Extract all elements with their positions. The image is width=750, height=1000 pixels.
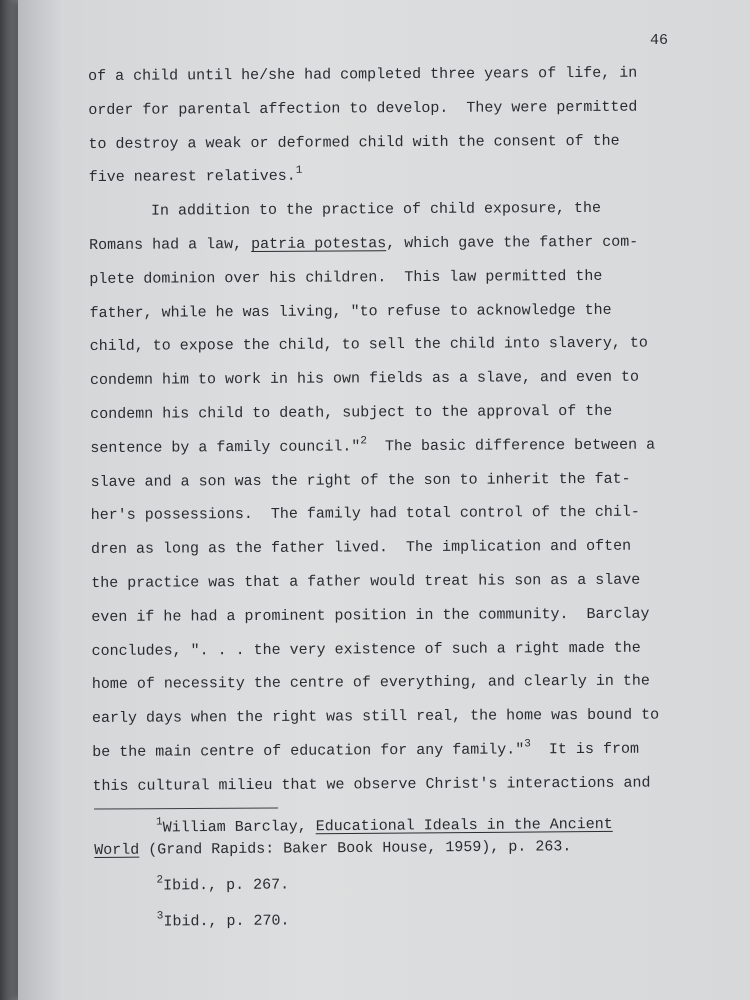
footnote-3 [95, 909, 725, 936]
text-line: concludes, ". . . the very existence of such a right made the [91, 639, 641, 660]
footnote-marker: 3 [156, 910, 164, 923]
footnote-2 [94, 873, 724, 900]
line-text: The basic difference between a [366, 436, 656, 456]
text-line: child, to expose the child, to sell the child into slavery, to [89, 334, 648, 356]
footnote-title: Educational Ideals in the Ancient [315, 815, 613, 836]
text-line: the practice was that a father would treat his son as a slave [91, 571, 641, 592]
text-line: of a child until he/she had completed three years of life, in [88, 64, 638, 85]
text-line [90, 428, 730, 466]
footnote-reference: 3 [524, 738, 531, 751]
text-line: condemn his child to death, subject to the approval of the [90, 402, 613, 423]
text-line: slave and a son was the right of the son to inherit the fat- [90, 470, 631, 491]
line-text: , which gave the father com- [386, 233, 639, 253]
footnote-reference: 2 [360, 435, 368, 448]
footnote-marker: 1 [155, 816, 163, 829]
text-line: early days when the right was still real, the home was bound to [91, 706, 660, 728]
text-line: father, while he was living, "to refuse to acknowledge the [89, 301, 612, 322]
text-line: to destroy a weak or deformed child with the consent of the [88, 132, 620, 153]
text-line: home of necessity the centre of everything, and clearly in the [91, 672, 650, 694]
footnotes [94, 815, 725, 936]
text-line: In addition to the practice of child exposure, the [150, 200, 602, 220]
text-line [92, 732, 732, 770]
footnote-text: Ibid., p. 270. [163, 912, 290, 931]
line-text: sentence by a family council." [90, 438, 361, 457]
page-number: 46 [650, 32, 669, 49]
footnote-publication: (Grand Rapids: Baker Book House, 1959), p. 263. [139, 838, 572, 859]
footnote-title: World [94, 841, 140, 859]
line-text: be the main centre of education for any family." [92, 741, 525, 761]
text-line: dren as long as the father lived. The implication and often [90, 537, 632, 559]
line-text: Romans had a law, [89, 235, 252, 254]
footnote-divider [94, 807, 278, 809]
footnote-marker: 2 [156, 874, 164, 887]
footnote-reference: 1 [295, 165, 303, 178]
line-text: It is from [530, 740, 639, 759]
text-line: this cultural milieu that we observe Christ's interactions and [92, 774, 651, 795]
latin-term: patria potestas [251, 235, 387, 253]
text-line [89, 225, 729, 263]
text-line: her's possessions. The family had total control of the chil- [90, 503, 640, 525]
body-text [88, 56, 733, 803]
text-line: even if he had a prominent position in the community. Barclay [91, 605, 650, 626]
text-line: order for parental affection to develop. They were permitted [88, 98, 638, 119]
footnote-author: William Barclay, [162, 818, 316, 837]
footnote-text: Ibid., p. 267. [163, 876, 290, 895]
text-line: condemn him to work in his own fields as a slave, and even to [89, 368, 640, 390]
text-line [89, 157, 729, 195]
line-text: five nearest relatives. [88, 168, 296, 187]
text-line: plete dominion over his children. This law permitted the [89, 267, 603, 288]
document-page [18, 0, 750, 1000]
footnote-1-continued [94, 837, 724, 864]
